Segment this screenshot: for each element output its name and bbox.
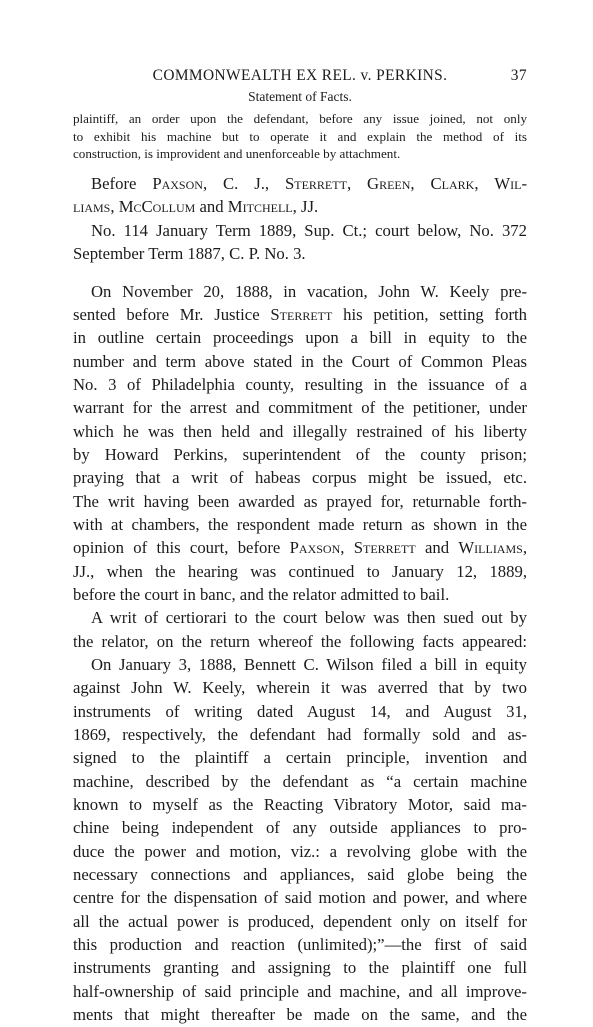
text-line: instruments of writing dated August 14, and August 31,: [73, 701, 527, 721]
document-page: [73, 64, 527, 1027]
text-run: ,: [340, 538, 354, 558]
text-line: On November 20, 1888, in vacation, John W. Keely pre-: [91, 281, 527, 301]
text-line: 1869, respectively, the defendant had formally sold and as-: [73, 725, 527, 745]
text-line: in outline certain proceedings upon a bill in equity to the: [73, 328, 527, 348]
text-line: this production and reaction (unlimited);”—the first of said: [73, 935, 527, 955]
bench-text: ,: [346, 173, 368, 193]
text-line: machine, described by the defendant as “a certain machine: [73, 771, 527, 791]
justice-name: Paxson: [289, 538, 341, 558]
text-run: ,: [522, 538, 527, 558]
text-line: praying that a writ of habeas corpus might be issued, etc.: [73, 468, 527, 488]
docket-line: September Term 1887, C. P. No. 3.: [73, 244, 306, 263]
syllabus-line: construction, is improvident and unenforceable by attachment.: [73, 146, 401, 161]
running-head: [73, 64, 527, 88]
bench-text: ,: [110, 197, 119, 216]
syllabus-note: [73, 110, 527, 163]
text-line: with at chambers, the respondent made return as shown in the: [73, 514, 527, 534]
syllabus-line: plaintiff, an order upon the defendant, before any issue joined, not only: [73, 111, 527, 126]
text-line: duce the power and motion, viz.: a revolving globe with the: [73, 841, 527, 861]
bench-text: and: [195, 197, 228, 216]
text-run: opinion of this court, before: [73, 538, 290, 558]
section-subhead: Statement of Facts.: [248, 89, 352, 104]
text-run: sented before Mr. Justice: [73, 304, 271, 324]
bench-line-1: [73, 172, 527, 196]
justice-name: Sterrett: [353, 538, 416, 558]
justice-name: McCollum: [118, 197, 196, 216]
text-line: chine being independent of any outside appliances to pro-: [73, 818, 527, 838]
text-run: his petition, setting forth: [332, 304, 527, 324]
text-line: which he was then held and illegally restrained of his liberty: [73, 421, 527, 441]
text-line: against John W. Keely, wherein it was averred that by two: [73, 678, 527, 698]
text-line: the relator, on the return whereof the following facts appeared:: [73, 631, 527, 651]
justice-name: Clark: [430, 173, 475, 193]
text-line: No. 3 of Philadelphia county, resulting in the issuance of a: [73, 374, 527, 394]
paragraph-certiorari: [73, 606, 527, 653]
docket-entry: [73, 219, 527, 266]
text-line: [73, 536, 527, 559]
bench-text: Before: [91, 173, 153, 193]
text-line: ments that might thereafter be made on the same, and the: [73, 1005, 527, 1025]
text-line: centre for the dispensation of said motion and power, and where: [73, 888, 527, 908]
bench-text: , C. J.,: [202, 173, 285, 193]
text-line: The writ having been awarded as prayed for, returnable forth-: [73, 491, 527, 511]
text-line: On January 3, 1888, Bennett C. Wilson filed a bill in equity: [91, 655, 527, 674]
justice-name: Williams: [458, 538, 523, 558]
bench-text: ,: [410, 173, 431, 193]
text-run: and: [415, 538, 459, 558]
page-number: 37: [510, 67, 527, 84]
justice-name: liams: [73, 197, 111, 216]
paragraph-petition: [73, 280, 527, 607]
text-line: necessary connections and appliances, said globe being the: [73, 865, 527, 885]
text-line: half-ownership of said principle and machine, and all improve-: [73, 981, 527, 1001]
text-line: all the actual power is produced, dependent only on itself for: [73, 911, 527, 931]
bench-text: , JJ.: [292, 197, 319, 216]
justice-name: Paxson: [152, 173, 203, 193]
syllabus-line: to exhibit his machine but to operate it and explain the method of its: [73, 128, 527, 144]
justice-name: Wil-: [494, 173, 528, 193]
text-line: instruments granting and assigning to the plaintiff one full: [73, 958, 527, 978]
text-line: signed to the plaintiff a certain principle, invention and: [73, 748, 527, 768]
text-line: before the court in banc, and the relator admitted to bail.: [73, 584, 450, 604]
justice-name: Mitchell: [227, 197, 293, 216]
text-line: by Howard Perkins, superintendent of the county prison;: [73, 444, 527, 464]
text-line: number and term above stated in the Court of Common Pleas: [73, 351, 527, 371]
text-line: JJ., when the hearing was continued to January 12, 1889,: [73, 561, 527, 581]
text-line: A writ of certiorari to the court below was then sued out by: [91, 608, 527, 628]
bench-line: [73, 172, 527, 219]
justice-name: Sterrett: [270, 304, 333, 324]
text-line: warrant for the arrest and commitment of the petitioner, under: [73, 398, 527, 418]
text-line: known to myself as the Reacting Vibratory Motor, said ma-: [73, 795, 527, 815]
text-line: [73, 303, 527, 326]
justice-name: Green: [367, 173, 411, 193]
justice-name: Sterrett: [284, 173, 347, 193]
bench-text: ,: [474, 173, 495, 193]
running-head-title: COMMONWEALTH EX REL. v. PERKINS.: [152, 67, 448, 84]
bench-line-2: [73, 195, 527, 219]
docket-line: No. 114 January Term 1889, Sup. Ct.; court below, No. 372: [91, 220, 527, 240]
paragraph-bill-in-equity: [73, 653, 527, 1027]
